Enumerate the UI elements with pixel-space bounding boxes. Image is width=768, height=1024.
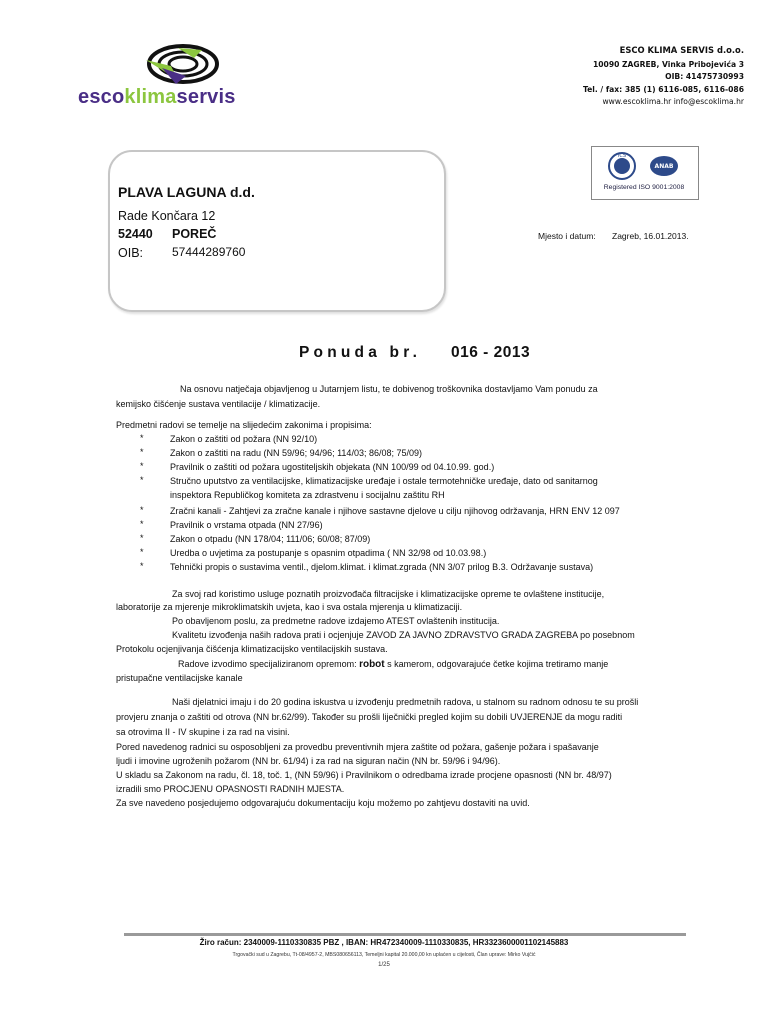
law-item: Uredba o uvjetima za postupanje s opasnim otpadima ( NN 32/98 od 10.03.98.) — [170, 548, 487, 558]
recipient-zip: 52440 — [118, 227, 153, 241]
company-name: ESCO KLIMA SERVIS d.o.o. — [619, 45, 744, 55]
law-item: Zakon o zaštiti na radu (NN 59/96; 94/96; 114/03; 86/08; 75/09) — [170, 448, 422, 458]
bullet: * — [140, 561, 144, 571]
laws-heading: Predmetni radovi se temelje na slijedećim zakonima i propisima: — [116, 420, 372, 430]
bullet: * — [140, 547, 144, 557]
page-number: 1/25 — [378, 962, 390, 968]
law-item: Pravilnik o vrstama otpada (NN 27/96) — [170, 520, 323, 530]
footer-divider — [124, 933, 686, 936]
recipient-name: PLAVA LAGUNA d.d. — [118, 184, 255, 200]
recipient-street: Rade Končara 12 — [118, 209, 216, 223]
intro-line-1: Na osnovu natječaja objavljenog u Jutarnjem listu, te dobivenog troškovnika dostavljamo Vam ponudu za — [180, 384, 598, 394]
bullet: * — [140, 475, 144, 485]
law-item: Tehnički propis o sustavima ventil., djelom.klimat. i klimat.zgrada (NN 3/07 prilog B.3. Održavanje sustava) — [170, 562, 594, 572]
bullet: * — [140, 433, 144, 443]
para1-line: Po obavljenom poslu, za predmetne radove izdajemo ATEST ovlaštenih institucija. — [172, 616, 500, 626]
para2-line: izradili smo PROCJENU OPASNOSTI RADNIH MJESTA. — [116, 784, 345, 794]
para1-line: laboratorije za mjerenje mikroklimatskih uvjeta, kao i sva ostala mjerenja u klimatizaciji. — [116, 602, 463, 612]
company-address: 10090 ZAGREB, Vinka Pribojevića 3 — [592, 60, 744, 70]
bullet: * — [140, 519, 144, 529]
iso-certificate — [591, 146, 699, 200]
law-item: Zakon o zaštiti od požara (NN 92/10) — [170, 434, 318, 444]
para1-line: Protokolu ocjenjivanja čišćenja klimatizacijsko ventilacijskih sustava. — [116, 644, 388, 654]
para2-line: provjeru znanja o zaštiti od otrova (NN br.62/99). Također su prošli liječnički pregled kojim su dobili UVJERENJE da mogu raditi — [116, 712, 623, 722]
company-web: www.escoklima.hr info@escoklima.hr — [602, 96, 744, 106]
bullet: * — [140, 505, 144, 515]
badge-anab: ANAB — [654, 163, 674, 170]
para1-line: pristupačne ventilacijske kanale — [116, 673, 243, 683]
law-item: Zračni kanali - Zahtjevi za zračne kanale i njihove sastavne djelove u cilju njihovog održavanja, HRN ENV 12 097 — [170, 506, 620, 516]
company-oib: OIB: 41475730993 — [665, 72, 744, 82]
recipient-oib: 57444289760 — [172, 245, 246, 259]
offer-title: Ponuda br. — [299, 344, 422, 361]
para2-line: Za sve navedeno posjedujemo odgovarajuću dokumentaciju koju možemo po zahtjevu dostaviti na uvid. — [116, 798, 530, 808]
para1-line: Za svoj rad koristimo usluge poznatih proizvođača filtracijske i klimatizacijske opreme te ovlaštene institucije, — [172, 589, 605, 599]
para2-line: U skladu sa Zakonom na radu, čl. 18, toč. 1, (NN 59/96) i Pravilnikom o odredbama izrade procjene opasnosti (NN br. 48/97) — [116, 770, 612, 780]
intro-line-2: kemijsko čišćenje sustava ventilacije / klimatizacije. — [116, 399, 321, 409]
para2-line: Naši djelatnici imaju i do 20 godina iskustva u izvođenju predmetnih radova, u stalnom su radnom odnosu te su prošli — [172, 697, 639, 707]
law-item-continued: inspektora Republičkog komiteta za zdrastvenu i socijalnu zaštitu RH — [170, 490, 445, 500]
place-date-value: Zagreb, 16.01.2013. — [612, 231, 689, 241]
logo-wordmark: escoklimaservis — [78, 86, 236, 108]
offer-number: 016 - 2013 — [451, 344, 531, 361]
bullet: * — [140, 447, 144, 457]
footer-bank-info: Žiro račun: 2340009-1110330835 PBZ , IBAN: HR472340009-1110330835, HR3323600001102145883 — [199, 938, 569, 947]
iso-text: Registered ISO 9001:2008 — [603, 184, 685, 191]
recipient-oib-label: OIB: — [118, 246, 144, 260]
company-phone: Tel. / fax: 385 (1) 6116-085, 6116-086 — [582, 84, 744, 94]
para2-line: ljudi i imovine ugroženih požarom (NN br. 61/94) i za rad na siguran način (NN br. 59/96 i 94/96). — [116, 756, 501, 766]
certification-badges-icon — [592, 147, 698, 199]
law-item: Zakon o otpadu (NN 178/04; 111/06; 60/08; 87/09) — [170, 534, 371, 544]
badge-ics: ICS — [617, 153, 627, 159]
address-frame — [108, 150, 446, 312]
para1-line: Radove izvodimo specijaliziranom opremom: robot s kamerom, odgovarajuće četke kojima tretiramo manje — [178, 659, 609, 670]
law-item: Pravilnik o zaštiti od požara ugostiteljskih objekata (NN 100/99 od 04.10.99. god.) — [170, 462, 495, 472]
company-info — [583, 44, 744, 108]
law-item: Stručno uputstvo za ventilacijske, klimatizacijske uređaje i ostale termotehničke uređaje, dato od sanitarnog — [170, 476, 598, 486]
bullet: * — [140, 461, 144, 471]
para1-line: Kvalitetu izvođenja naših radova prati i ocjenjuje ZAVOD ZA JAVNO ZDRAVSTVO GRADA ZAGREBA po posebnom — [172, 630, 635, 640]
para2-line: Pored navedenog radnici su osposobljeni za provedbu preventivnih mjera zaštite od požara, gašenje požara i spašavanje — [116, 742, 599, 752]
para2-line: sa otrovima II - IV skupine i za rad na visini. — [116, 727, 290, 737]
footer-registration: Trgovački sud u Zagrebu, Tt-08/4957-2, MBS080656113, Temeljni kapital 20.000,00 kn uplaćen u cijelosti, Član uprave: Mirko Vujčić — [232, 952, 536, 958]
place-date-label: Mjesto i datum: — [538, 231, 596, 241]
bullet: * — [140, 533, 144, 543]
recipient-city: POREČ — [172, 227, 217, 241]
